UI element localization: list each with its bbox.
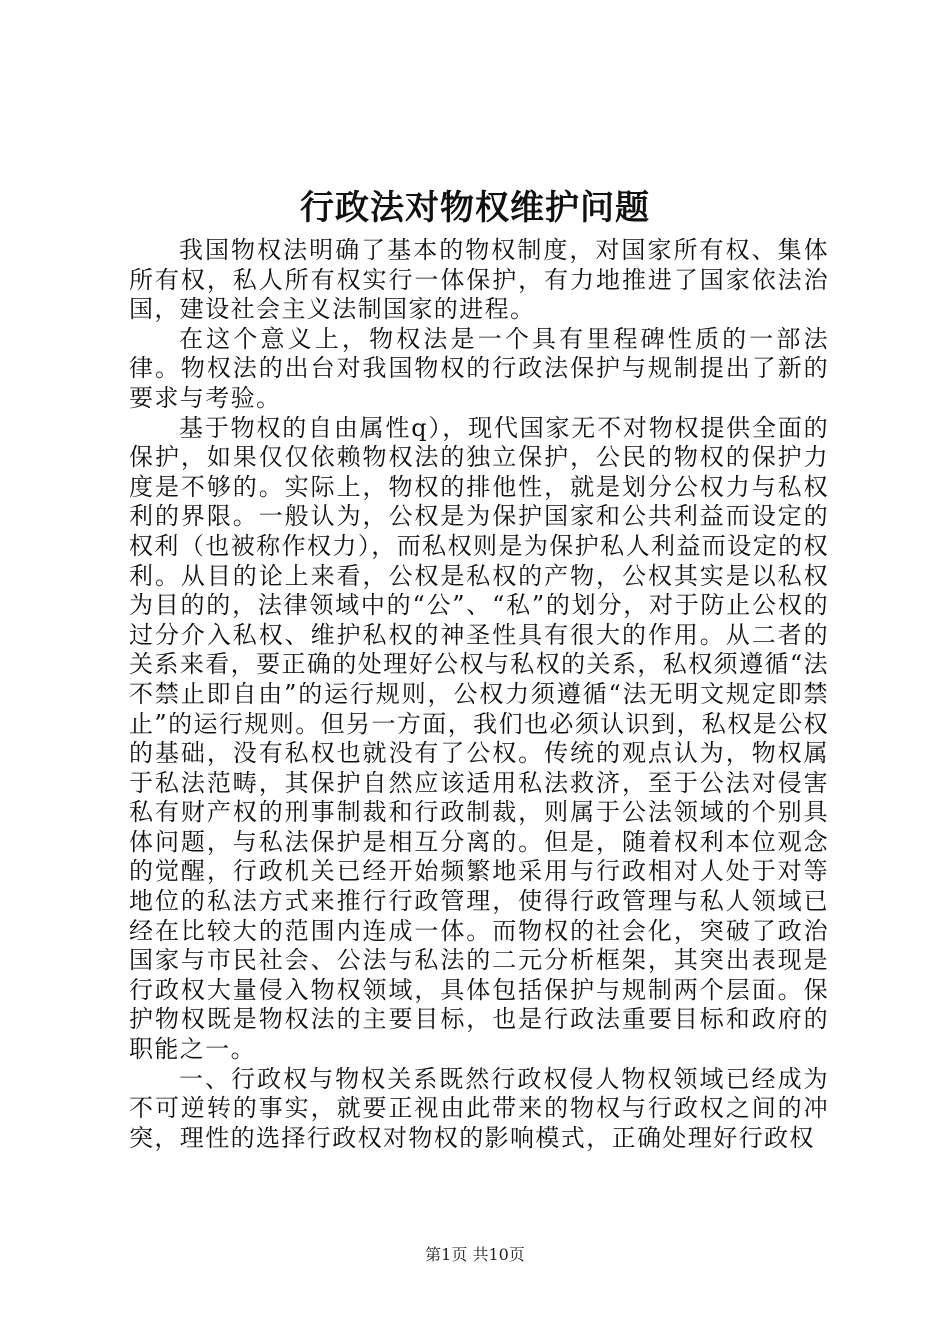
document-body bbox=[129, 236, 829, 1153]
paragraph-1: 我国物权法明确了基本的物权制度，对国家所有权、集体所有权，私人所有权实行一体保护，有力地推进了国家依法治国，建设社会主义法制国家的进程。 bbox=[129, 236, 829, 324]
paragraph-2: 在这个意义上，物权法是一个具有里程碑性质的一部法律。物权法的出台对我国物权的行政法保护与规制提出了新的要求与考验。 bbox=[129, 324, 829, 412]
document-title: 行政法对物权维护问题 bbox=[300, 188, 650, 228]
paragraph-3: 基于物权的自由属性q），现代国家无不对物权提供全面的保护，如果仅仅依赖物权法的独立保护，公民的物权的保护力度是不够的。实际上，物权的排他性，就是划分公权力与私权利的界限。一般认为，公权是为保护国家和公共利益而设定的权利（也被称作权力），而私权则是为保护私人利益而设定的权利。从目的论上来看，公权是私权的产物，公权其实是以私权为目的的，法律领域中的“公”、“私”的划分，对于防止公权的过分介入私权、维护私权的神圣性具有很大的作用。从二者的关系来看，要正确的处理好公权与私权的关系，私权须遵循“法不禁止即自由”的运行规则，公权力须遵循“法无明文规定即禁止”的运行规则。但另一方面，我们也必须认识到，私权是公权的基础，没有私权也就没有了公权。传统的观点认为，物权属于私法范畴，其保护自然应该适用私法救济，至于公法对侵害私有财产权的刑事制裁和行政制裁，则属于公法领域的个别具体问题，与私法保护是相互分离的。但是，随着权利本位观念的觉醒，行政机关已经开始频繁地采用与行政相对人处于对等地位的私法方式来推行行政管理，使得行政管理与私人领域已经在比较大的范围内连成一体。而物权的社会化，突破了政治国家与市民社会、公法与私法的二元分析框架，其突出表现是行政权大量侵入物权领域，具体包括保护与规制两个层面。保护物权既是物权法的主要目标，也是行政法重要目标和政府的职能之一。 bbox=[129, 413, 829, 1064]
paragraph-4: 一、行政权与物权关系既然行政权侵人物权领域已经成为不可逆转的事实，就要正视由此带来的物权与行政权之间的冲突，理性的选择行政权对物权的影响模式，正确处理好行政权 bbox=[129, 1064, 829, 1152]
page-footer: 第1页 共10页 bbox=[425, 1245, 525, 1264]
